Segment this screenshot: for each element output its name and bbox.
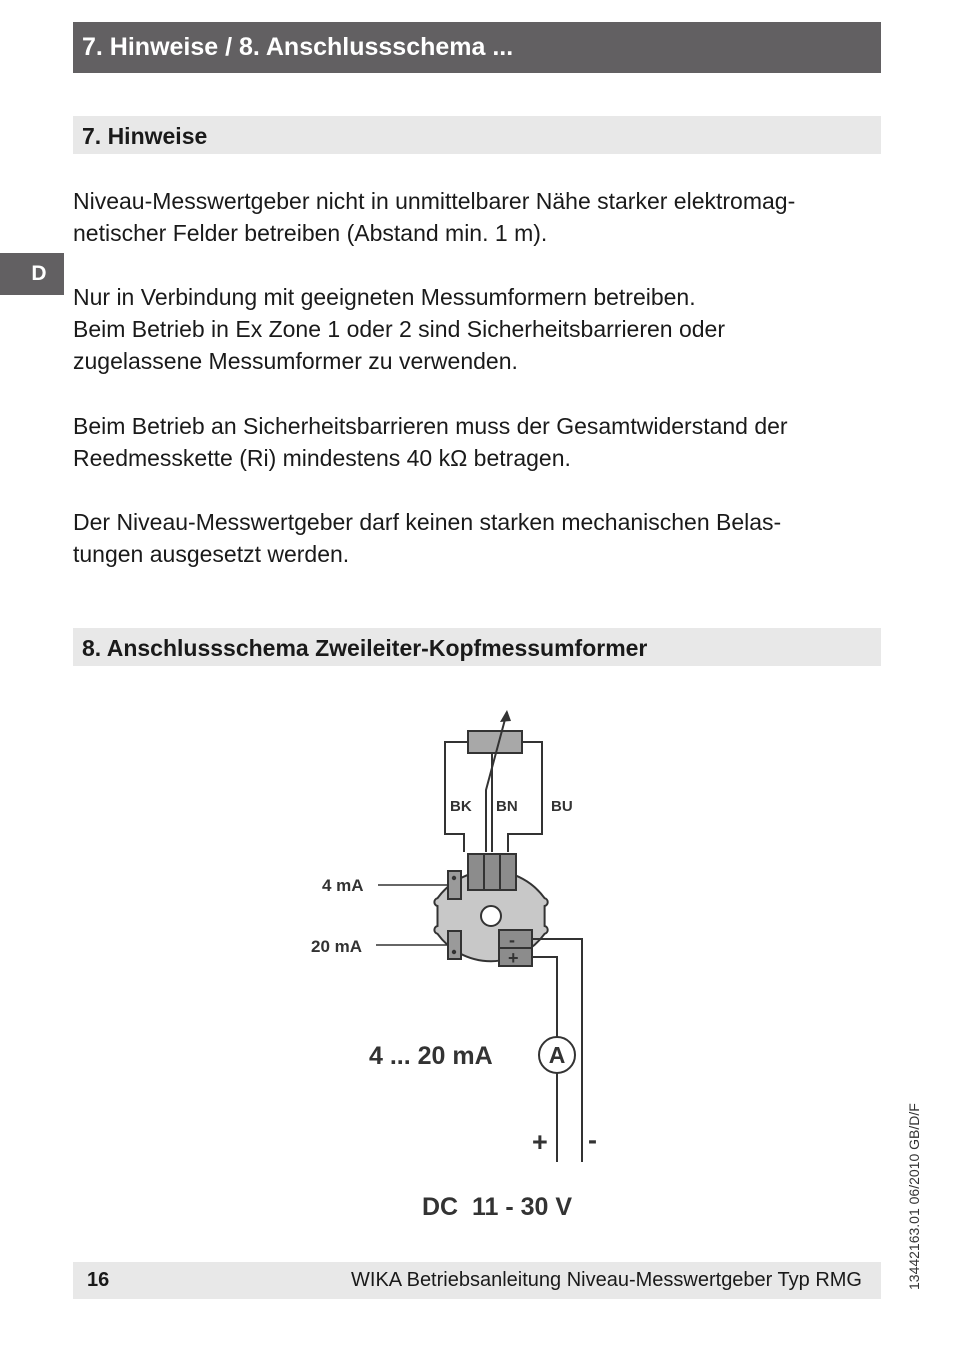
wire-label-bn: BN — [496, 798, 518, 815]
hint-paragraph-1 — [73, 185, 883, 249]
terminal-plus-label: + — [508, 948, 519, 968]
language-tab — [0, 253, 64, 295]
text-line: zugelassene Messumformer zu verwenden. — [73, 348, 518, 374]
supply-minus-label: - — [588, 1125, 597, 1155]
span-adjust-pot — [448, 931, 461, 959]
page-header-title: 7. Hinweise / 8. Anschlussschema ... — [82, 33, 514, 61]
terminal-minus-label: - — [509, 930, 515, 950]
text-line: Nur in Verbindung mit geeigneten Messumformern betreiben. — [73, 284, 696, 310]
section-8-heading — [73, 628, 881, 666]
hint-paragraph-4 — [73, 506, 883, 570]
hint-paragraph-3 — [73, 410, 883, 474]
text-line: Der Niveau-Messwertgeber darf keinen starken mechanischen Belas- — [73, 509, 782, 535]
section-7-heading — [73, 116, 881, 154]
sensor-terminal-block — [468, 854, 516, 890]
label-20ma: 20 mA — [311, 937, 363, 956]
text-line: Niveau-Messwertgeber nicht in unmittelbarer Nähe starker elektromag- — [73, 188, 796, 214]
text-line: netischer Felder betreiben (Abstand min. 1 m). — [73, 220, 548, 246]
supply-voltage-label: DC 11 - 30 V — [422, 1193, 573, 1221]
output-current-label: 4 ... 20 mA — [369, 1042, 493, 1070]
wiring-diagram — [300, 700, 620, 1240]
wire-label-bk: BK — [450, 798, 472, 815]
page-header — [73, 22, 881, 73]
ammeter-symbol: A — [548, 1042, 566, 1068]
wiper-arrow-icon — [500, 710, 511, 722]
hint-paragraph-2 — [73, 281, 883, 377]
wire-bu — [508, 742, 542, 852]
page-number: 16 — [87, 1269, 110, 1291]
document-number: 13442163.01 06/2010 GB/D/F — [906, 1103, 922, 1290]
sensor-resistor — [468, 731, 522, 753]
text-line: Reedmesskette (Ri) mindestens 40 kΩ betragen. — [73, 445, 571, 471]
supply-plus-label: + — [532, 1127, 548, 1157]
mounting-hole — [481, 906, 501, 926]
zero-adjust-pot — [448, 871, 461, 899]
page-footer — [73, 1262, 881, 1299]
wire-bk — [445, 742, 468, 852]
label-4ma: 4 mA — [322, 876, 364, 895]
text-line: tungen ausgesetzt werden. — [73, 541, 350, 567]
section-7-heading-text: 7. Hinweise — [82, 123, 208, 149]
language-tab-label: D — [31, 262, 47, 285]
footer-title: WIKA Betriebsanleitung Niveau-Messwertgeber Typ RMG — [351, 1269, 862, 1291]
text-line: Beim Betrieb an Sicherheitsbarrieren muss der Gesamtwiderstand der — [73, 413, 788, 439]
text-line: Beim Betrieb in Ex Zone 1 oder 2 sind Sicherheitsbarrieren oder — [73, 316, 726, 342]
wire-label-bu: BU — [551, 798, 573, 815]
wire-plus-upper — [532, 957, 557, 1037]
section-8-heading-text: 8. Anschlussschema Zweileiter-Kopfmessumformer — [82, 635, 648, 661]
